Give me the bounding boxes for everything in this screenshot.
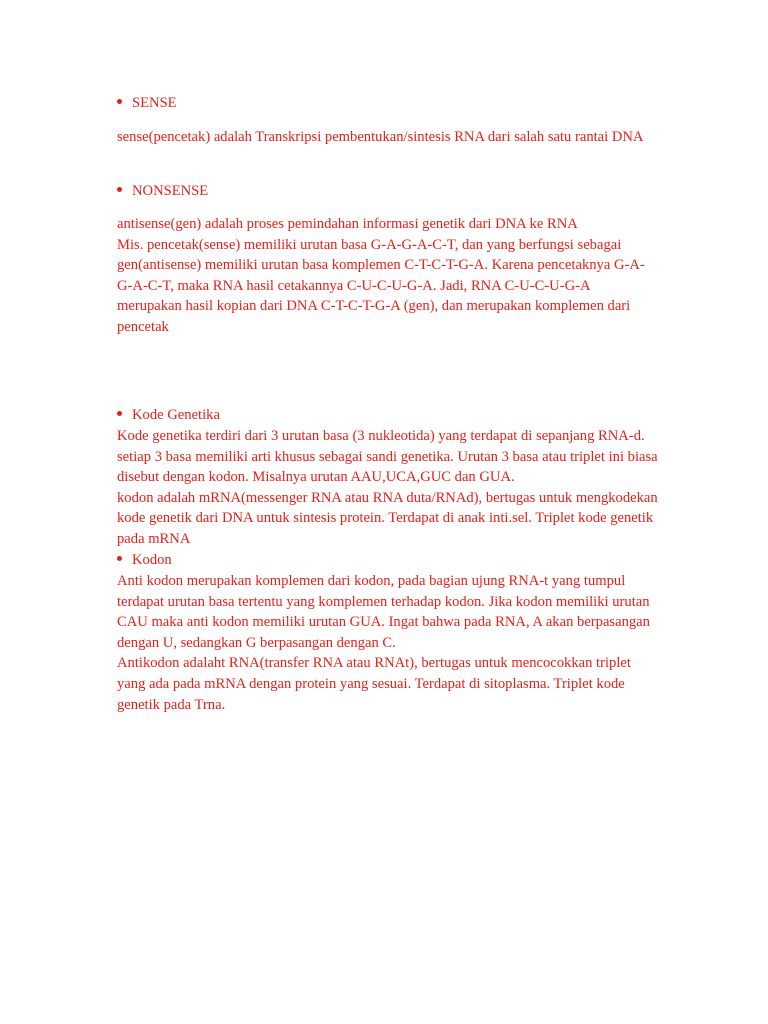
- text-line: dengan U, sedangkan G berpasangan dengan C.: [117, 634, 396, 651]
- heading-kodon: Kodon: [132, 552, 172, 568]
- bullet-dot-icon: [117, 556, 122, 561]
- bullet-kode-genetika: [117, 405, 220, 425]
- bullet-dot-icon: [117, 411, 122, 416]
- text-line: Kode genetika terdiri dari 3 urutan basa (3 nukleotida) yang terdapat di sepanjang RNA-d.: [117, 428, 645, 444]
- paragraph-kodon: [117, 571, 677, 715]
- heading-sense: SENSE: [132, 95, 177, 111]
- heading-nonsense: NONSENSE: [132, 183, 209, 199]
- text-line: kodon adalah mRNA(messenger RNA atau RNA duta/RNAd), bertugas untuk mengkodekan: [117, 489, 658, 506]
- text-line: genetik pada Trna.: [117, 696, 226, 713]
- text-line: gen(antisense) memiliki urutan basa komplemen C-T-C-T-G-A. Karena pencetaknya G-A-: [117, 257, 645, 274]
- text-line: CAU maka anti kodon memiliki urutan GUA. Ingat bahwa pada RNA, A akan berpasangan: [117, 614, 650, 631]
- text-line: yang ada pada mRNA dengan protein yang sesuai. Terdapat di sitoplasma. Triplet kode: [117, 675, 625, 692]
- bullet-kodon: [117, 550, 172, 570]
- bullet-sense: [117, 93, 177, 113]
- paragraph-nonsense: [117, 214, 677, 338]
- bullet-dot-icon: [117, 99, 122, 104]
- bullet-dot-icon: [117, 187, 122, 192]
- text-line: kode genetik dari DNA untuk sintesis protein. Terdapat di anak inti.sel. Triplet kode genetik: [117, 510, 654, 527]
- text-line: disebut dengan kodon. Misalnya urutan AAU,UCA,GUC dan GUA.: [117, 469, 515, 486]
- text-line: sense(pencetak) adalah Transkripsi pembentukan/sintesis RNA dari salah satu rantai DNA: [117, 129, 644, 145]
- text-line: pencetak: [117, 318, 169, 335]
- paragraph-kode-genetika: [117, 426, 677, 550]
- text-line: pada mRNA: [117, 530, 191, 547]
- bullet-nonsense: [117, 181, 208, 201]
- text-line: antisense(gen) adalah proses pemindahan informasi genetik dari DNA ke RNA: [117, 216, 578, 232]
- paragraph-sense: [117, 127, 677, 148]
- text-line: setiap 3 basa memiliki arti khusus sebagai sandi genetika. Urutan 3 basa atau triplet ini biasa: [117, 448, 658, 465]
- text-line: merupakan hasil kopian dari DNA C-T-C-T-G-A (gen), dan merupakan komplemen dari: [117, 298, 631, 315]
- text-line: Antikodon adalaht RNA(transfer RNA atau RNAt), bertugas untuk mencocokkan triplet: [117, 655, 631, 672]
- text-line: Mis. pencetak(sense) memiliki urutan basa G-A-G-A-C-T, dan yang berfungsi sebagai: [117, 236, 622, 253]
- text-line: Anti kodon merupakan komplemen dari kodon, pada bagian ujung RNA-t yang tumpul: [117, 573, 626, 589]
- text-line: terdapat urutan basa tertentu yang komplemen terhadap kodon. Jika kodon memiliki urutan: [117, 593, 650, 610]
- heading-kode-genetika: Kode Genetika: [132, 407, 220, 423]
- text-line: G-A-C-T, maka RNA hasil cetakannya C-U-C-U-G-A. Jadi, RNA C-U-C-U-G-A: [117, 277, 591, 294]
